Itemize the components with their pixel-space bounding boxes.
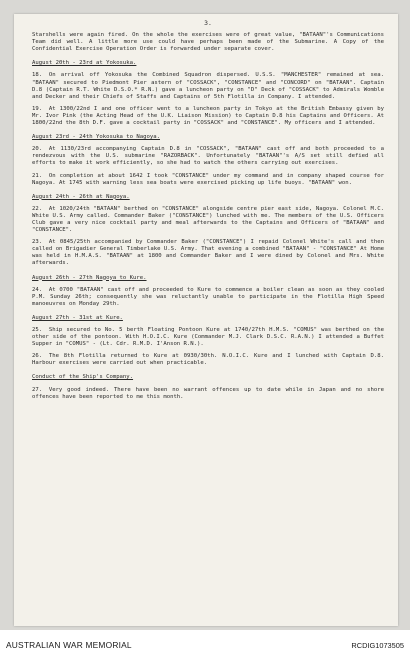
section-heading: August 23rd - 24th Yokosuka to Nagoya. (32, 134, 160, 141)
paragraph-number: 23. (32, 239, 43, 246)
document-page (14, 14, 398, 626)
paragraph-text: At 1300/22nd I and one officer went to a luncheon party in Tokyo at the British Embassy given by Mr. Ivor Pink (the Acting Head of the U.K. Liaison Mission) to Captain D.8 his Captains and Officers. At 1800/22nd the 8th D.F. gave a cocktail party in "COSSACK" and "CONSTANCE". My officers and I attended. (32, 105, 384, 127)
section-heading: August 27th - 31st at Kure. (32, 314, 123, 321)
numbered-paragraph (32, 173, 384, 187)
numbered-paragraph (32, 327, 384, 348)
numbered-paragraph (32, 239, 384, 267)
section-heading: Conduct of the Ship's Company. (32, 374, 134, 381)
page-number: 3. (204, 19, 212, 27)
paragraph-text: At 0700 "BATAAN" cast off and proceeded to Kure to commence a boiler clean as soon as they cooled P.M. Sunday 26th; consequently she was reluctantly unable to participate in the Flotilla High Speed manoeuvres on Monday 29th. (32, 286, 384, 307)
paragraph-number: 21. (32, 172, 43, 179)
section (32, 132, 384, 187)
numbered-paragraph (32, 206, 384, 234)
paragraph-number: 18. (32, 72, 43, 79)
paragraph-number: 19. (32, 105, 43, 112)
paragraph-text: At 1020/24th "BATAAN" berthed on "CONSTANCE" alongside centre pier east side, Nagoya. Colonel M.C. White U.S. Army called. Commander Baker ("CONSTANCE") lunched with me. The members of the U.S. Officers Club gave a very nice cocktail party and meal afterwards to the Captains and Officers of "BATAAN" and "CONSTANCE". (32, 205, 384, 234)
section-heading: August 24th - 26th at Nagoya. (32, 193, 130, 200)
archive-footer (0, 630, 410, 666)
section (32, 192, 384, 268)
paragraph-number: 25. (32, 327, 43, 333)
numbered-paragraph (32, 146, 384, 167)
paragraph-number: 22. (32, 205, 43, 212)
paragraph-text: On completion at about 1642 I took "CONSTANCE" under my command and in company shaped course for Nagoya. At 1745 with warning less sea boats were exercised picking up life buoys. "BATAAN" won. (32, 172, 384, 186)
section (32, 58, 384, 127)
numbered-paragraph (32, 387, 384, 401)
paragraph-number: 20. (32, 146, 43, 153)
numbered-paragraph (32, 353, 384, 367)
paragraph-number: 24. (32, 286, 43, 293)
numbered-paragraph (32, 287, 384, 308)
section (32, 372, 384, 400)
paragraph-text: At 0845/25th accompanied by Commander Baker ("CONSTANCE") I repaid Colonel White's call and then called on Brigadier General Timberlake U.S. Army. That evening a combined "BATAAN" - "CONSTANCE" At Home was held in H.M.A.S. "BATAAN" at 1800 and Commander Baker and I were dined by Colonel and Mrs. White afterwards. (32, 239, 384, 267)
paragraph-text: The 8th Flotilla returned to Kure at 0930/30th. N.O.I.C. Kure and I lunched with Captain D.8. Harbour exercises were carried out when practicable. (32, 353, 384, 367)
intro-paragraph: Starshells were again fired. On the whole the exercises were of great value, "BATAAN"'s Communications Team did well. A little more use could have perhaps been made of the Submarine. A Copy of the Confidential Exercise Operation Order is forwarded under separate cover. (32, 32, 384, 53)
paragraph-text: Ship secured to No. 5 berth Floating Pontoon Kure at 1740/27th H.M.S. "COMUS" was berthed on the other side of the pontoon. With H.O.I.C. Kure (Commander M.J. Clark D.S.C. R.A.N.) I attended a Buffet Supper in "COMUS" - (Lt. Cdr. R.M.D. I'Anson R.N.). (32, 327, 384, 348)
paragraph-text: On arrival off Yokosuka the Combined Squadron dispersed. U.S.S. "MANCHESTER" remained at sea. "BATAAN" secured to Piedmont Pier astern of "COSSACK", "CONSTANCE" and "CONCORD" on "BATAAN". Captain D.8 (Captain R.T. White D.S.O.* R.N.) gave a luncheon party on "D" Deck of "COSSACK" to Admirals Womble and Decker and their Chiefs of Staffs and Captains of 5th Flotilla in Company. I attended. (32, 72, 384, 100)
numbered-paragraph (32, 72, 384, 100)
numbered-paragraph (32, 106, 384, 127)
paragraph-text: At 1130/23rd accompanying Captain D.8 in "COSSACK", "BATAAN" cast off and both proceeded to a rendezvous with the U.S. submarine "RAZORBACK". Unfortunately "BATAAN"'s A/S set still defied all efforts to make it work efficiently, so she had to watch the others carrying out exercises. (32, 146, 384, 167)
paragraph-number: 27. (32, 386, 43, 393)
section-heading: August 26th - 27th Nagoya to Kure. (32, 274, 147, 281)
section (32, 273, 384, 308)
record-reference: RCDIG1073505 (351, 641, 404, 650)
section-heading: August 20th - 23rd at Yokosuka. (32, 60, 137, 67)
section (32, 313, 384, 368)
paragraph-number: 26. (32, 353, 43, 360)
organisation-label: AUSTRALIAN WAR MEMORIAL (6, 640, 132, 650)
paragraph-text: Very good indeed. There have been no warrant offences up to date while in Japan and no shore offences have been reported to me this month. (32, 386, 384, 400)
